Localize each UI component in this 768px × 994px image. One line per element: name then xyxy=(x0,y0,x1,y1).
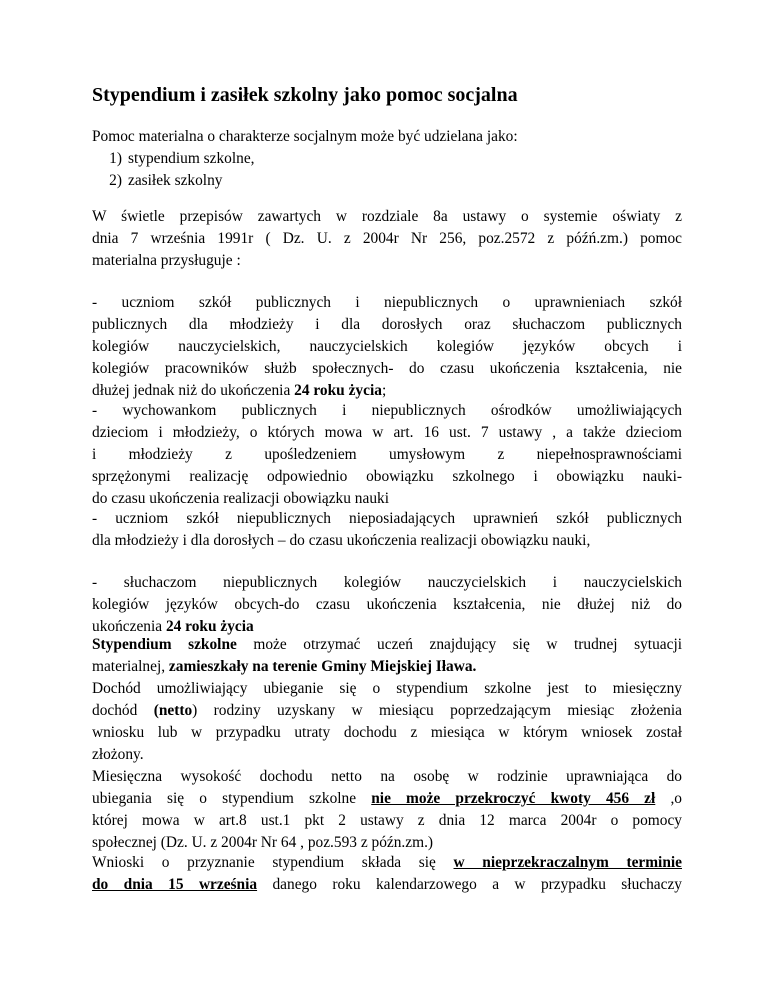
paragraph-bullet-4 xyxy=(92,572,682,638)
text-line xyxy=(92,788,682,810)
text-line: kolegiów nauczycielskich, nauczycielskich kolegiów języków obcych i xyxy=(92,338,682,355)
text-fragment: ) rodziny uzyskany w miesiącu poprzedzającym miesiąc złożenia xyxy=(192,702,682,719)
text-line: złożony. xyxy=(92,746,144,763)
text-line: publicznych dla młodzieży i dla dorosłych oraz słuchaczom publicznych xyxy=(92,316,682,333)
text-fragment: Wnioski o przyznanie stypendium składa się xyxy=(92,854,454,871)
list-text: stypendium szkolne, xyxy=(128,150,255,167)
text-line xyxy=(92,656,682,678)
list-item xyxy=(92,170,222,192)
text-line: - wychowankom publicznych i niepublicznych ośrodków umożliwiających xyxy=(92,402,682,419)
paragraph-bullet-2 xyxy=(92,400,682,510)
text-line: W świetle przepisów zawartych w rozdziale 8a ustawy o systemie oświaty z xyxy=(92,208,682,225)
text-fragment: ; xyxy=(381,382,387,399)
text-line: do czasu ukończenia realizacji obowiązku nauki xyxy=(92,490,389,507)
paragraph-bullet-1 xyxy=(92,292,682,402)
text-line: - uczniom szkół publicznych i niepublicznych o uprawnieniach szkół xyxy=(92,294,682,311)
bold-underlined-text: w nieprzekraczalnym terminie xyxy=(453,854,682,871)
intro-text xyxy=(92,126,682,148)
text-fragment: ,o xyxy=(655,790,682,807)
paragraph-scholarship xyxy=(92,634,682,854)
text-line xyxy=(92,634,682,656)
text-fragment: ukończenia xyxy=(92,618,166,635)
paragraph-bullet-3 xyxy=(92,508,682,552)
list-item xyxy=(92,148,255,170)
text-line: społecznej (Dz. U. z 2004r Nr 64 , poz.593 z późn.zm.) xyxy=(92,834,434,851)
text-fragment: dochód xyxy=(92,702,154,719)
list-number: 1) xyxy=(109,150,122,167)
bold-underlined-text: do dnia 15 września xyxy=(92,876,258,893)
intro-line: Pomoc materialna o charakterze socjalnym może być udzielana jako: xyxy=(92,128,518,145)
text-line xyxy=(92,380,682,402)
bold-text: Stypendium szkolne xyxy=(92,636,237,653)
text-line xyxy=(92,700,682,722)
text-line: dzieciom i młodzieży, o których mowa w art. 16 ust. 7 ustawy , a także dzieciom xyxy=(92,424,682,441)
bold-underlined-text: nie może przekroczyć kwoty 456 zł xyxy=(371,790,656,807)
text-line: Miesięczna wysokość dochodu netto na osobę w rodzinie uprawniająca do xyxy=(92,768,682,785)
document-title: Stypendium i zasiłek szkolny jako pomoc socjalna xyxy=(92,84,518,106)
text-fragment: danego roku kalendarzowego a w przypadku słuchaczy xyxy=(257,876,682,893)
bold-text: (netto xyxy=(153,702,193,719)
text-line: dnia 7 września 1991r ( Dz. U. z 2004r Nr 256, poz.2572 z późń.zm.) pomoc xyxy=(92,230,682,247)
text-line xyxy=(92,874,682,896)
text-line: - uczniom szkół niepublicznych nieposiadających uprawnień szkół publicznych xyxy=(92,510,682,527)
text-fragment: materialnej, xyxy=(92,658,169,675)
text-line: - słuchaczom niepublicznych kolegiów nauczycielskich i nauczycielskich xyxy=(92,574,682,591)
bold-text: 24 roku życia xyxy=(165,618,254,635)
text-line: Dochód umożliwiający ubieganie się o stypendium szkolne jest to miesięczny xyxy=(92,680,682,697)
paragraph-applications xyxy=(92,852,682,896)
text-line: dla młodzieży i dla dorosłych – do czasu ukończenia realizacji obowiązku nauki, xyxy=(92,532,591,549)
list-text: zasiłek szkolny xyxy=(128,172,223,189)
text-line: której mowa w art.8 ust.1 pkt 2 ustawy z dnia 12 marca 2004r o pomocy xyxy=(92,812,682,829)
bold-text: zamieszkały na terenie Gminy Miejskiej Iława. xyxy=(168,658,477,675)
text-fragment: może otrzymać uczeń znajdujący się w trudnej sytuacji xyxy=(236,636,682,653)
text-line xyxy=(92,852,682,874)
paragraph-legal-basis xyxy=(92,206,682,272)
text-line: i młodzieży z upośledzeniem umysłowym z niepełnosprawnościami xyxy=(92,446,682,463)
text-line: kolegiów pracowników służb społecznych- do czasu ukończenia kształcenia, nie xyxy=(92,360,682,377)
text-line: sprzężonymi realizację odpowiednio obowiązku szkolnego i obowiązku nauki- xyxy=(92,468,682,485)
text-line: wniosku lub w przypadku utraty dochodu z miesiąca w którym wniosek został xyxy=(92,724,682,741)
text-line: materialna przysługuje : xyxy=(92,252,241,269)
text-fragment: ubiegania się o stypendium szkolne xyxy=(92,790,372,807)
text-fragment: dłużej jednak niż do ukończenia xyxy=(92,382,295,399)
list-number: 2) xyxy=(109,172,122,189)
text-line: kolegiów języków obcych-do czasu ukończenia kształcenia, nie dłużej niż do xyxy=(92,596,682,613)
bold-text: 24 roku życia xyxy=(294,382,382,399)
